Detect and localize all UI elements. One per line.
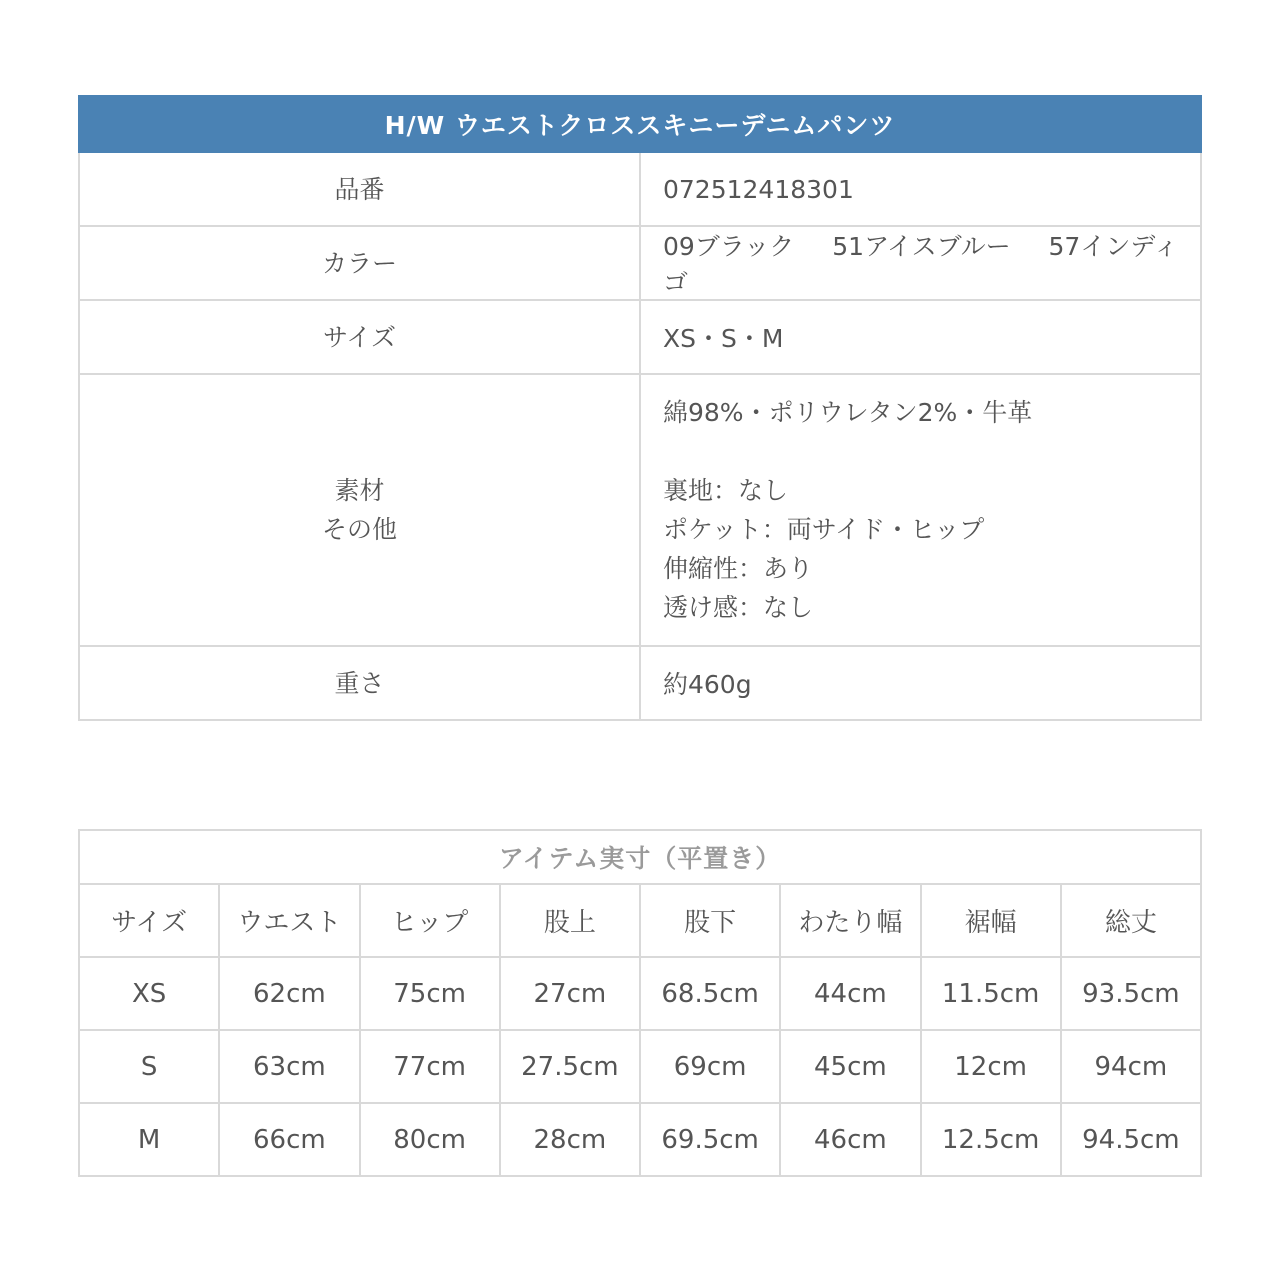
column-header: 股上 xyxy=(500,884,640,957)
size-header-row xyxy=(79,884,1201,957)
column-header: わたり幅 xyxy=(780,884,920,957)
table-cell: 27cm xyxy=(500,957,640,1030)
table-cell: S xyxy=(79,1030,219,1103)
table-cell: M xyxy=(79,1103,219,1176)
table-row xyxy=(79,1103,1201,1176)
table-cell: 66cm xyxy=(219,1103,359,1176)
material-composition: 綿98%・ポリウレタン2%・牛革 xyxy=(663,398,1033,427)
item-number-value: 072512418301 xyxy=(640,152,1201,226)
size-caption-row xyxy=(79,830,1201,884)
material-label-line: 素材 xyxy=(334,476,385,505)
spec-row-weight xyxy=(79,646,1201,720)
table-cell: 12.5cm xyxy=(921,1103,1061,1176)
weight-label: 重さ xyxy=(79,646,640,720)
material-values xyxy=(640,374,1201,646)
material-detail: ポケット：両サイド・ヒップ xyxy=(663,515,985,544)
material-detail: 透け感：なし xyxy=(663,593,814,622)
material-label xyxy=(79,374,640,646)
material-label-line: その他 xyxy=(321,515,397,544)
table-cell: 75cm xyxy=(360,957,500,1030)
table-cell: 28cm xyxy=(500,1103,640,1176)
table-cell: 63cm xyxy=(219,1030,359,1103)
color-option: 09ブラック xyxy=(663,232,795,261)
item-number-label: 品番 xyxy=(79,152,640,226)
table-cell: 46cm xyxy=(780,1103,920,1176)
spec-row-color xyxy=(79,226,1201,300)
spec-row-material xyxy=(79,374,1201,646)
table-cell: 94cm xyxy=(1061,1030,1201,1103)
material-detail: 伸縮性：あり xyxy=(663,554,814,583)
color-option: 51アイスブルー xyxy=(832,232,1011,261)
table-cell: 69.5cm xyxy=(640,1103,780,1176)
column-header: 裾幅 xyxy=(921,884,1061,957)
product-title: H/W ウエストクロススキニーデニムパンツ xyxy=(79,96,1201,152)
size-measurement-table xyxy=(78,829,1202,1177)
table-cell: 11.5cm xyxy=(921,957,1061,1030)
color-label: カラー xyxy=(79,226,640,300)
table-row xyxy=(79,1030,1201,1103)
material-spacer xyxy=(663,432,1200,471)
spec-title-row xyxy=(79,96,1201,152)
spec-row-size xyxy=(79,300,1201,374)
color-option: 57インディゴ xyxy=(663,232,1179,297)
color-values xyxy=(640,226,1201,300)
table-cell: 68.5cm xyxy=(640,957,780,1030)
table-cell: 12cm xyxy=(921,1030,1061,1103)
column-header: 総丈 xyxy=(1061,884,1201,957)
product-spec-table xyxy=(78,95,1202,721)
table-cell: 27.5cm xyxy=(500,1030,640,1103)
table-cell: 77cm xyxy=(360,1030,500,1103)
column-header: 股下 xyxy=(640,884,780,957)
size-table-caption: アイテム実寸（平置き） xyxy=(79,830,1201,884)
weight-value: 約460g xyxy=(640,646,1201,720)
table-cell: 80cm xyxy=(360,1103,500,1176)
table-cell: 69cm xyxy=(640,1030,780,1103)
size-value: XS・S・M xyxy=(640,300,1201,374)
column-header: サイズ xyxy=(79,884,219,957)
table-cell: 94.5cm xyxy=(1061,1103,1201,1176)
table-row xyxy=(79,957,1201,1030)
table-cell: 93.5cm xyxy=(1061,957,1201,1030)
table-cell: 62cm xyxy=(219,957,359,1030)
table-cell: 45cm xyxy=(780,1030,920,1103)
column-header: ヒップ xyxy=(360,884,500,957)
spec-row-item-number xyxy=(79,152,1201,226)
table-cell: 44cm xyxy=(780,957,920,1030)
column-header: ウエスト xyxy=(219,884,359,957)
material-detail: 裏地：なし xyxy=(663,476,789,505)
table-cell: XS xyxy=(79,957,219,1030)
size-label: サイズ xyxy=(79,300,640,374)
